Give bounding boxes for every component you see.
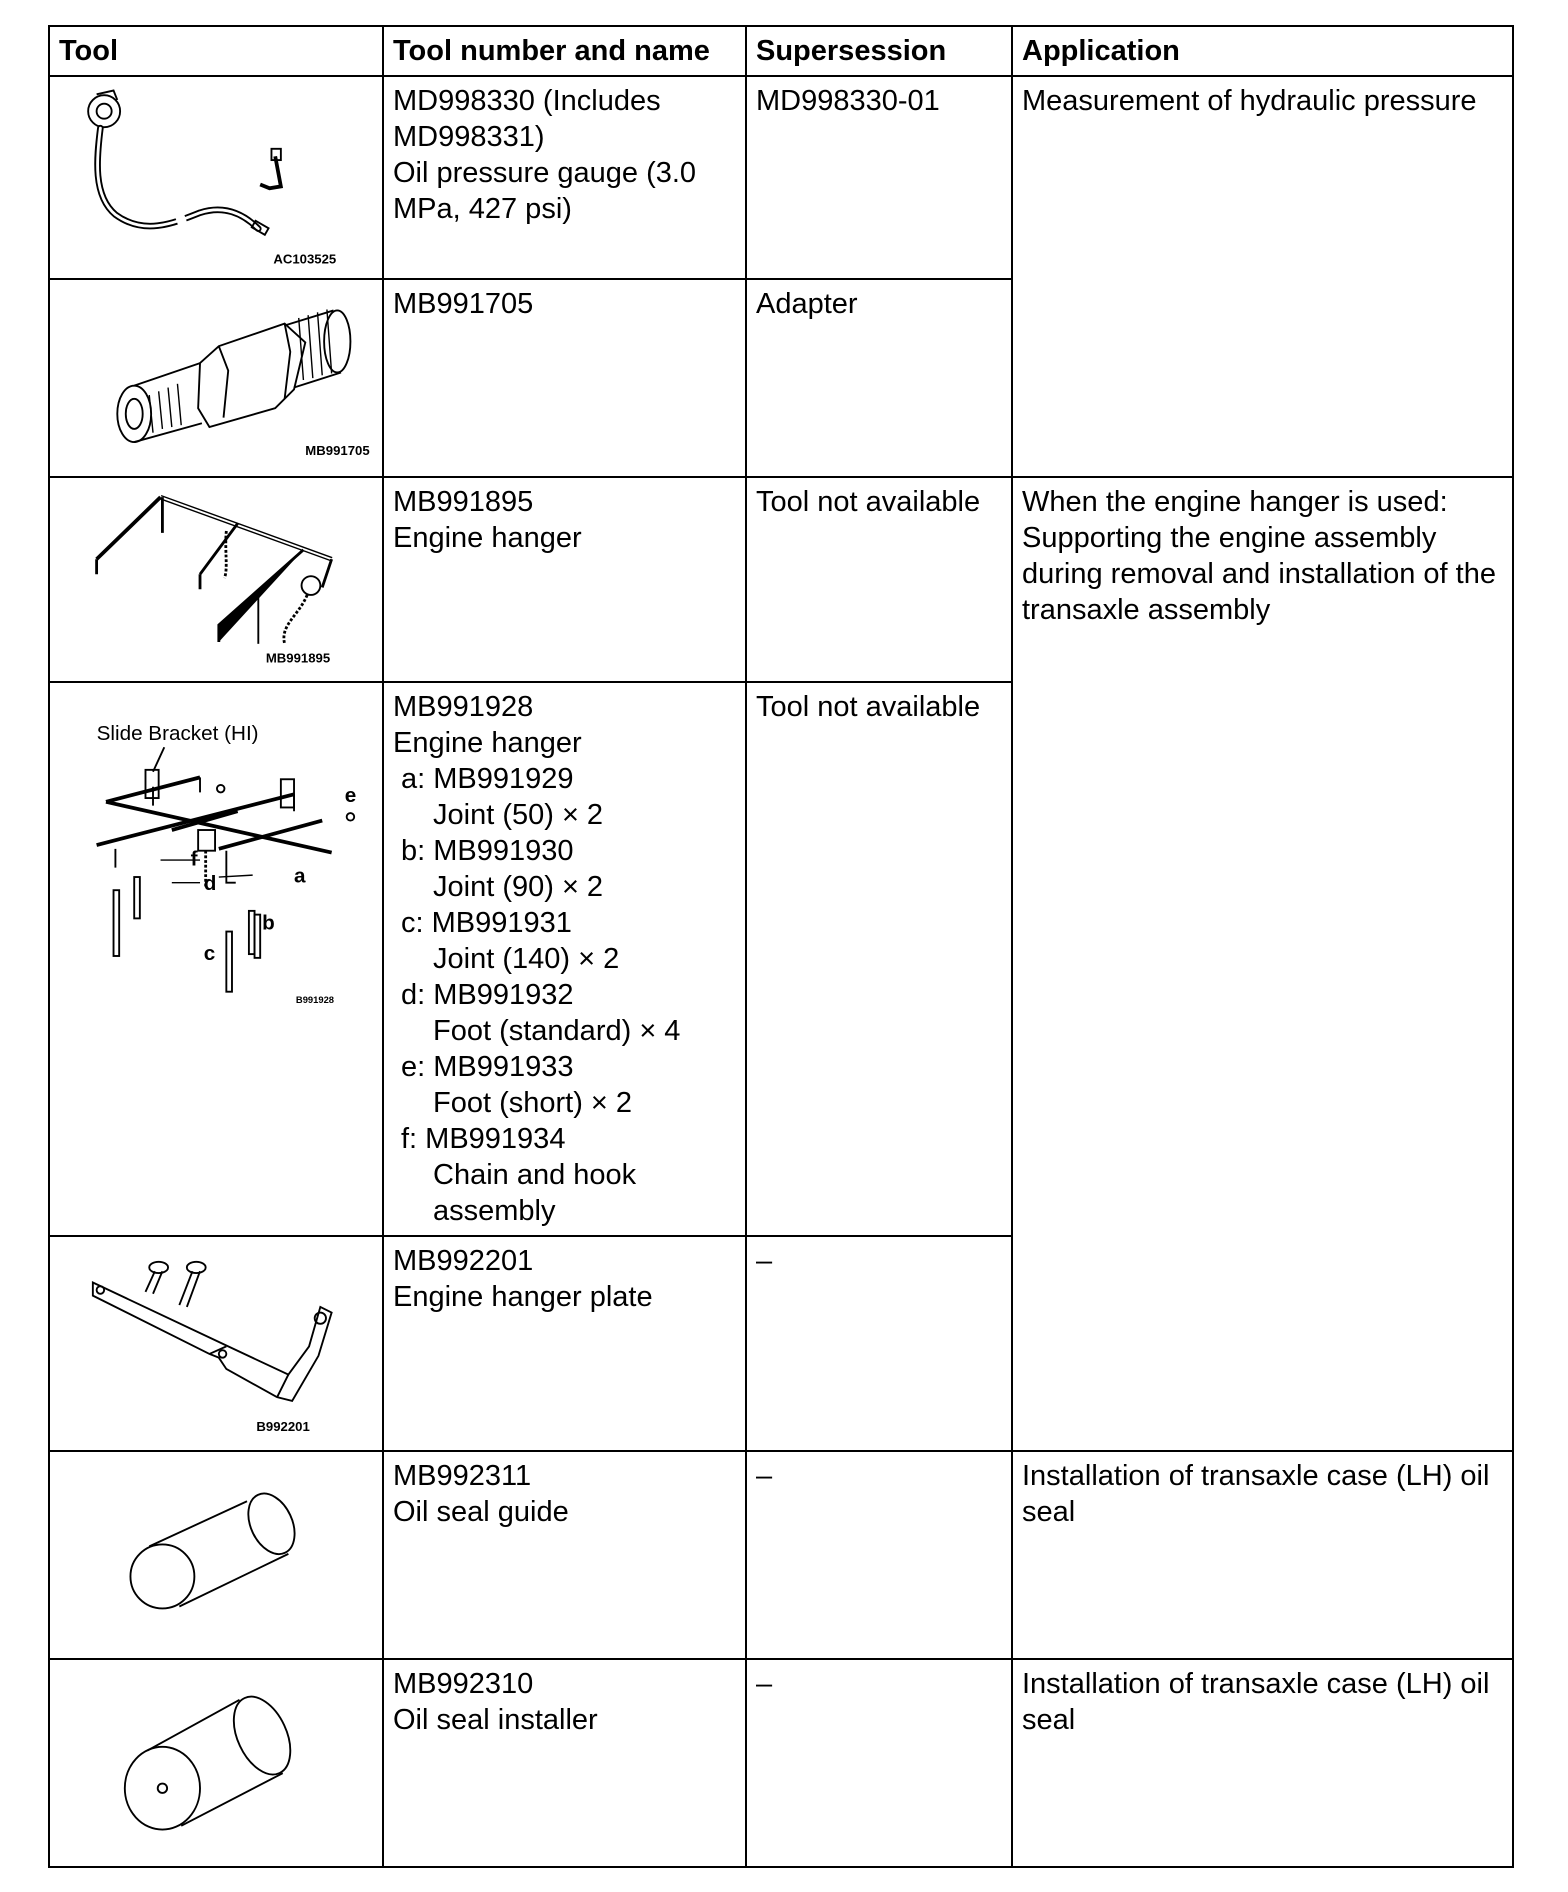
tool-image-cell — [49, 1236, 383, 1451]
sub-item-desc: Chain and hook — [433, 1159, 637, 1192]
sub-item-desc: Joint (140) × 2 — [433, 943, 620, 976]
image-code: MB991705 — [305, 443, 370, 459]
label-e: e — [344, 783, 357, 807]
adapter-illustration — [59, 286, 373, 470]
supersession: Tool not available — [746, 477, 1012, 682]
tool-number-name: MD998330 (Includes MD998331) Oil pressure gauge (3.0 MPa, 427 psi) — [383, 76, 746, 279]
sub-item-code: a: MB991929 — [401, 763, 574, 796]
table-row — [49, 76, 1513, 279]
header-tool: Tool — [49, 26, 383, 76]
table-row — [49, 1451, 1513, 1659]
tool-image-cell — [49, 76, 383, 279]
oil-pressure-gauge-illustration — [59, 83, 373, 272]
tool-image-cell — [49, 477, 383, 682]
label-c: c — [203, 941, 216, 965]
header-row — [49, 26, 1513, 76]
tool-image-cell — [49, 279, 383, 477]
table-row — [49, 477, 1513, 682]
engine-hanger-kit-illustration — [59, 689, 373, 1208]
application: Installation of transaxle case (LH) oil seal — [1012, 1659, 1513, 1868]
tool-number-name: MB991928 Engine hanger a: MB991929 Joint (50) × 2 b: MB991930 Joint (90) × 2 c: MB991931 Joint (140) × 2 d: MB991932 Foot (standard) × 4 e: MB991933 Foot (short) × 2 f: MB991934 Chain and hook assembly — [383, 682, 746, 1236]
slide-bracket-label: Slide Bracket (HI) — [96, 721, 259, 745]
label-a: a — [294, 864, 306, 888]
sub-item-code: e: MB991933 — [401, 1051, 574, 1084]
label-d: d — [203, 872, 217, 896]
supersession: Tool not available — [746, 682, 1012, 1236]
application: Installation of transaxle case (LH) oil seal — [1012, 1451, 1513, 1659]
oil-seal-guide-illustration — [59, 1458, 373, 1652]
sub-item-code: d: MB991932 — [401, 979, 574, 1012]
sub-item-desc: Foot (standard) × 4 — [433, 1015, 681, 1048]
oil-seal-installer-illustration — [59, 1666, 373, 1861]
image-code: AC103525 — [273, 251, 337, 267]
tool-number-name: MB991895 Engine hanger — [383, 477, 746, 682]
tool-number-name: MB991705 — [383, 279, 746, 477]
supersession: Adapter — [746, 279, 1012, 477]
supersession: – — [746, 1451, 1012, 1659]
tool-image-cell — [49, 682, 383, 1236]
tool-number-name: MB992310 Oil seal installer — [383, 1659, 746, 1868]
supersession: – — [746, 1659, 1012, 1868]
sub-item-desc: Joint (90) × 2 — [433, 871, 604, 904]
image-code: MB991895 — [265, 650, 331, 666]
supersession: MD998330-01 — [746, 76, 1012, 279]
tool-number-name: MB992201 Engine hanger plate — [383, 1236, 746, 1451]
header-application: Application — [1012, 26, 1513, 76]
sub-item-code: b: MB991930 — [401, 835, 574, 868]
sub-item-code: f: MB991934 — [401, 1123, 566, 1156]
tool-image-cell — [49, 1451, 383, 1659]
application: Measurement of hydraulic pressure — [1012, 76, 1513, 477]
label-b: b — [262, 911, 275, 935]
sub-item-desc: Joint (50) × 2 — [433, 799, 604, 832]
image-code: B992201 — [256, 1419, 310, 1435]
sub-item-desc: assembly — [433, 1195, 556, 1228]
supersession: – — [746, 1236, 1012, 1451]
sub-item-code: c: MB991931 — [401, 907, 572, 940]
header-supersession: Supersession — [746, 26, 1012, 76]
label-f: f — [190, 847, 198, 871]
image-code: B991928 — [295, 994, 335, 1006]
header-number-name: Tool number and name — [383, 26, 746, 76]
special-tools-table — [48, 25, 1514, 1868]
engine-hanger-illustration — [59, 484, 373, 675]
tool-image-cell — [49, 1659, 383, 1868]
engine-hanger-plate-illustration — [59, 1243, 373, 1444]
sub-item-desc: Foot (short) × 2 — [433, 1087, 633, 1120]
application: When the engine hanger is used: Supporting the engine assembly during removal and installation of the transaxle assembly — [1012, 477, 1513, 1451]
table-row — [49, 1659, 1513, 1868]
tool-number-name: MB992311 Oil seal guide — [383, 1451, 746, 1659]
